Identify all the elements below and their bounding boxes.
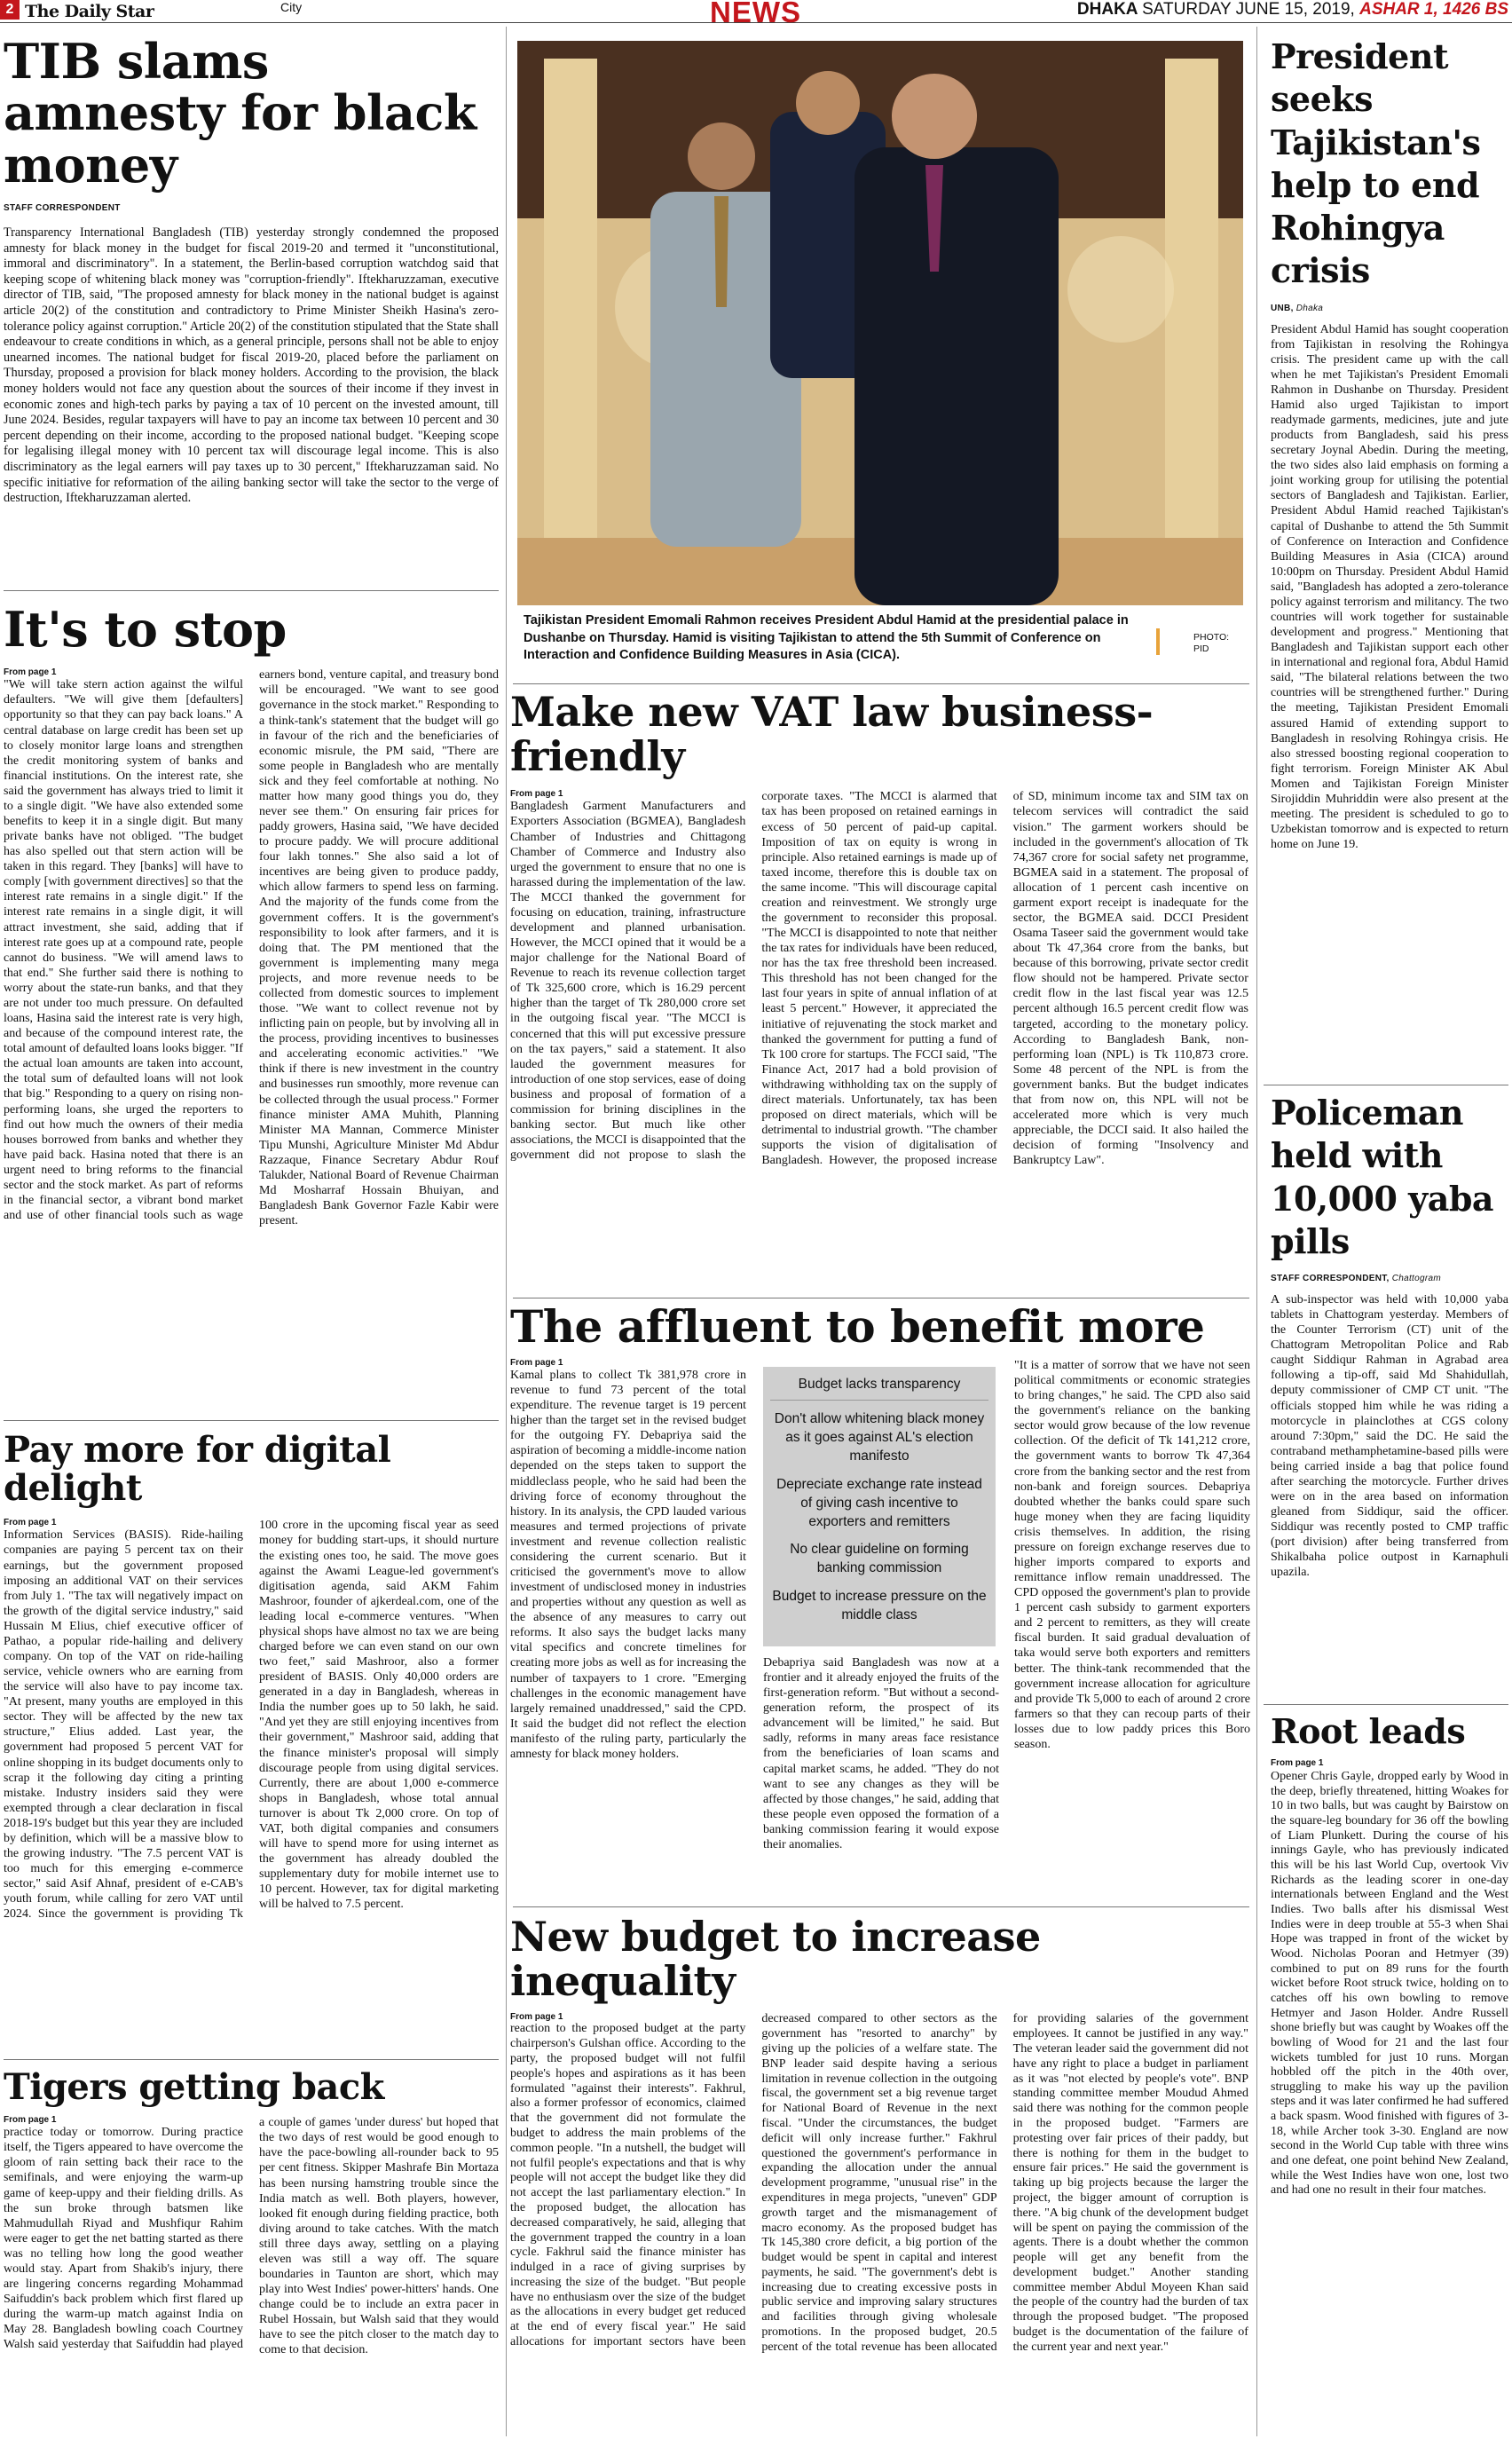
- dateline: [1077, 0, 1508, 20]
- article-text: Bangladesh Garment Manufacturers and Exporters Association (BGMEA), Bangladesh Chamber of Industries and Chittagong Chamber of Commerce and Industry also urged the government to ensure that no one is harassed during the implementation of the law. The MCCI thanked the government for focusing on education, training, infrastructure development and planned urbanisation. However, the MCCI opined that it would be a major challenge for the National Board of Revenue to reach its revenue collection target of Tk 325,600 crore, which is 16.29 percent higher than the target of Tk 280,000 crore set in the outgoing fiscal year. "The MCCI is concerned that this will put excessive pressure on the tax payers," said a statement. It also lauded the government measures for introduction of one stop services, ease of doing business and proposal of formation of a commission for brining disciplines in the banking sector. But much like other associations, the MCCI is disappointed that the government did not propose to slash the corporate taxes. "The MCCI is alarmed that tax has been proposed on retained earnings in excess of 50 percent of paid-up capital. Imposition of tax on equity is wrong in principle. Also retained earnings is made up of taxed income, therefore this is double tax on the same income. "This will discourage capital creation and reinvestment. We strongly urge the government to reconsider this proposal. "The MCCI is disappointed to note that neither the tax rates for individuals have been reduced, nor has the tax free threshold been increased. This threshold has not been changed for the last four years in spite of annual inflation of at least 5 percent." However, it appreciated the initiative of rejuvenating the stock market and thanked the government for putting a fund of Tk 100 crore for startups. The FCCI said, "The Finance Act, 2017 had a bold provision of withdrawing withholding tax on the supply of direct materials. Unfortunately, tax has been proposed on direct materials, which will be detrimental to industrial growth. "The chamber supports the vision of digitalisation of Bangladesh. However, the proposed increase of SD, minimum income tax and SIM tax on telecom services will contradict the said vision." The garment workers should be included in the government's allocation of Tk 74,367 crore for social safety net programme, BGMEA said in a statement. The proposal of allocation of 1 percent cash incentive on garment export receipt is inadequate for the sector, the BGMEA said. DCCI President Osama Taseer said the government would take about Tk 47,364 crore from the banks, but because of this borrowing, private sector credit flow should not be hampered. Private sector credit flow in the last fiscal year was 12.5 percent although 16.5 percent credit flow was targeted, according to the monetary policy. According to Bangladesh Bank, non-performing loan (NPL) is Tk 110,873 crore. Some 48 percent of the NPL is from the government banks. But the budget indicates that from now on, this NPL will not be accelerated more which is very much appreciable, the DCCI said. It also hailed the decision of forming "Insolvency and Bankruptcy Law".: [510, 790, 1248, 1168]
- byline: UNB, Dhaka: [1271, 303, 1324, 313]
- page-number: 2: [0, 0, 20, 20]
- photo-credit: PHOTO: PID: [1193, 632, 1230, 654]
- headline: Pay more for digital delight: [4, 1429, 391, 1510]
- key-point: Depreciate exchange rate instead of giving cash incentive to exporters and remitters: [776, 1476, 982, 1529]
- article-root: [1271, 1713, 1508, 2198]
- bangla-date: ASHAR 1, 1426 BS: [1359, 0, 1508, 19]
- divider: [4, 1420, 499, 1421]
- headline: Root leads: [1271, 1711, 1466, 1751]
- article-text: practice today or tomorrow. During practice itself, the Tigers appeared to have overcome the gloom of rain setting back their race to the semifinals, and were enjoying the warm-up game of keep-uppy and their fielding drills. As the sun broke through batsmen like Mahmudullah Riyad and Mushfiqur Rahim were eager to get the net batting started as there was no telling how long the good weather would stay. Apart from Shakib's injury, there are lingering concerns regarding Mohammad Saifuddin's back problem which first flared up during the warm-up match against India on May 28. Bangladesh bowling coach Courtney Walsh said yesterday that Saifuddin had played a couple of games 'under duress' but hoped that the two days of rest would be good enough to have the pace-bowling all-rounder back to 95 per cent fitness. Skipper Mashrafe Bin Mortaza has been nursing hamstring trouble since the India match as well. Both players, however, looked fit enough during fielding practice, both diving around to take catches. With the match still three days away, settling on a playing eleven was still a way off. The square boundaries in Taunton are short, which may play into West Indies' power-hitters' hands. One change could be to include an extra pacer in Rubel Hossain, but Walsh said that they would have to see the pitch closer to the match day to come to that decision.: [4, 2116, 499, 2357]
- article-rohingya: [1271, 36, 1508, 852]
- headline: President seeks Tajikistan's help to end Rohingya crisis: [1271, 36, 1481, 291]
- dateline-city: DHAKA: [1076, 0, 1138, 19]
- article-text: "We will take stern action against the wilful defaulters. "We will give them [defaulters] opportunity so that they can pay back loans." A central database on large credit has been set up to closely monitor large loans and strengthen the credit monitoring system of banks and financial institutions. On the interest rate, she said the government has always tried to limit it to a single digit. "We have also extended some benefits to keep it in a single digit. But many private banks have not obliged. "The budget has also spelled out that stern action will be taken in this regard. They [banks] will have to comply [with government directives] so that the interest rate remains in a single digit." If the interest rate remains in a single digit, it will attract investment, she said, adding that if interest rate goes up at a compound rate, people cannot do business. "We will amend laws to that end." She further said there is nothing to worry about the state-run banks, and that they are not under too much pressure. On defaulted loans, Hasina said the interest rate is very high, and because of the compound interest rate, the total amount of defaulted loans looks bigger. "If the actual loan amounts are taken into account, the total sum of defaulted loans will not look that big." Responding to a query on rising non-performing loans, she urged the reporters to find out how much the owners of their media houses borrowed from banks and whether they have paid back. Hasina noted that there is an urgent need to bring reforms to the financial sector and the stock market. As part of reforms in the financial sector, a vibrant bond market and use of other financial tools such as wage earners bond, venture capital, and treasury bond will be encouraged. "We want to see good governance in the stock market." Responding to a think-tank's statement that the budget will go in favour of the rich and the beneficiaries of economic misrule, the PM said, "There are some people in Bangladesh who are mentally sick and they feel comfortable at nothing. No matter how many good things you do, they never see them." On ensuring fair prices for paddy growers, Hasina said, "We have decided to procure paddy. We will procure additional four lakh tonnes." She also said a lot of incentives are being given to produce paddy, which allow farmers to spend less on farming. And the majority of the funds come from the government coffers. It is the government's responsibility to look after farmers, and it is doing that. The PM mentioned that the government is implementing many mega projects, and more revenue needs to be collected from domestic sources to implement those. "We want to collect revenue not by inflicting pain on people, but by involving all in the process, providing incentives to businesses and accelerating economic activities." "We think if there is new investment in the country and businesses run smoothly, more revenue can be collected through the usual process." Former finance minister AMA Muhith, Planning Minister MA Mannan, Commerce Minister Tipu Munshi, Agriculture Minister Md Abdur Razzaque, Finance Secretary Abdur Rouf Talukder, National Board of Revenue Chairman Md Mosharraf Hossain Bhuiyan, and Bangladesh Bank Governor Fazle Kabir were present.: [4, 668, 499, 1228]
- article-body: [510, 2012, 1248, 2439]
- key-points-box: [763, 1367, 996, 1646]
- article-text: Information Services (BASIS). Ride-hailing companies are paying 5 percent tax on their earnings, but the government proposed imposing an additional VAT on their services from July 1. "The tax will negatively impact on the growth of the digital service industry," said Hussain M Elius, chief executive officer of Pathao, a popular ride-hailing and delivery company. On top of the VAT on ride-hailing service, vehicle owners who are earning from the service will also have to pay income tax. "At present, many youths are employed in this sector. They will be affected by the new tax structure," Elius added. Last year, the government had proposed 5 percent VAT for online shopping in its budget documents only to scrap it the following day citing a printing mistake. Industry insiders said they were exempted through a clear declaration in fiscal 2018-19's budget but this year they are included by definition, which will be a massive blow to the growing industry. "The 7.5 percent VAT is too much for this emerging e-commerce sector," said Asif Ahnaf, president of e-CAB's youth forum, while calling for zero VAT until 2024. Since the government is providing Tk 100 crore in the upcoming fiscal year as seed money for budding start-ups, it should nurture the existing ones too, he said. The move goes against the Awami League-led government's digitisation agenda, said AKM Fahim Mashroor, founder of ajkerdeal.com, one of the leading local e-commerce ventures. "When physical shops have almost no tax we are being charged before we can even stand on our own two feet," said Mashroor, also a former president of BASIS. Only 40,000 orders are generated in a day in Bangladesh, whereas in India the number goes up to 50 lakh, he said. "And yet they are still enjoying incentives from their government," Mashroor said, adding that the finance minister's proposal will simply discourage people from using digital services. Currently, there are about 1,000 e-commerce shops in Bangladesh, whose total annual turnover is about Tk 2,000 crore. On top of VAT, both digital companies and consumers will have to spend more for using internet as the government has already doubled the supplementary duty for mobile internet use to 10 percent. However, tax for digital marketing will be halved to 7.5 percent.: [4, 1519, 499, 1922]
- headline: TIB slams amnesty for black money: [4, 33, 476, 193]
- article-stop: [4, 601, 499, 1413]
- divider: [513, 1906, 1249, 1907]
- jump-label: From page 1: [510, 2012, 563, 2023]
- photo-illustration: [517, 41, 1243, 605]
- article-body: [4, 667, 499, 1413]
- headline: It's to stop: [4, 601, 287, 658]
- jump-label: From page 1: [510, 789, 563, 800]
- news-label: NEWS: [710, 0, 801, 28]
- newspaper-logo: The Daily Star: [25, 2, 154, 21]
- divider: [1264, 1704, 1508, 1705]
- headline: The affluent to benefit more: [510, 1300, 1205, 1353]
- headline: Make new VAT law business-friendly: [510, 688, 1154, 780]
- news-photo: [517, 41, 1243, 605]
- dateline-date: SATURDAY JUNE 15, 2019,: [1142, 0, 1355, 19]
- affluent-col-3: "It is a matter of sorrow that we have not seen political commitments or economic strategies to bring changes," he said. The CPD also said the government's reliance on the banking sector would grow because of the low revenue collection. Of the deficit of Tk 141,212 crore, the government wants to borrow Tk 47,364 crore from the banking sector and the rest from non-bank and foreign sources. Debapriya doubted whether the banks could spare such huge money when they are facing liquidity crisis themselves. In addition, the rising pressure on foreign exchange reserves due to higher imports compared to exports and remittance inflow remain unaddressed. The CPD opposed the government's plan to provide 1 percent cash subsidy to garment exporters and 2 percent to remitters, as they will create fiscal burden. It said gradual devaluation of taka would serve both exporters and remitters better. The think-tank recommended that the government increase allocation for agriculture and provide Tk 5,000 to each of around 2 crore farmers so that they can recoup parts of their losses due to low paddy prices this Boro season.: [1014, 1359, 1250, 1751]
- column-rule: [1256, 27, 1257, 2436]
- article-body: [510, 789, 1248, 1317]
- divider: [513, 683, 1249, 684]
- article-text: reaction to the proposed budget at the party chairperson's Gulshan office. According to the party, the proposed budget will not fulfil people's hopes and aspirations as it has been formulated "against their interests". Fakhrul, also a former professor of economics, claimed that the government did not formulate the budget to address the main problems of the common people. "In a nutshell, the budget will not fulfil people's expectations and that is why people will not accept the budget like they did not accept the last parliamentary election." In the proposed budget, the allocation has decreased comparatively, he said, alleging that the government trapped the country in a loan cycle. Fakhrul said the finance minister has indulged in a race of giving surprises by increasing the size of the budget. "But people have no enthusiasm over the size of the budget as the allocations in every budget get reduced at the end of every fiscal year." He said allocations for important sectors have been decreased compared to other sectors as the government has "resorted to anarchy" by giving up the policies of a welfare state. The BNP leader said despite having a serious limitation in revenue collection in the outgoing fiscal, the government set a big revenue target for National Board of Revenue in the next fiscal. "Under the circumstances, the budget deficit will only increase further." Fakhrul questioned the government's performance in expanding the allocation under the annual development programme, "unusual rise" in the expenditures in mega projects, "uneven" GDP growth target and the mismanagement of macro economy. As the proposed budget has Tk 145,380 crore deficit, a big portion of the budget would be spent in capital and interest payments, he said. "The government's debt is increasing due to creating excessive posts in public service and improving salary structures and facilities through giving wholesale promotions. In the proposed budget, 20.5 percent of the total revenue has been allocated for providing salaries of the government employees. It cannot be justified in any way." The veteran leader said the government did not have any right to place a budget in parliament as it was "not elected by people's vote". BNP standing committee member Moudud Ahmed said there was nothing for the common people in the proposed budget. "Farmers are protesting over fair prices of their paddy, but there is nothing for them in the budget to ensure fair prices." He said the government is taking up big projects because the larger the project, the bigger amount of corruption is there. "A big chunk of the development budget will be spent on paying the commission of the agents. There is a doubt whether the common people will get any benefit from the development budget." Another standing committee member Abdul Moyeen Khan said the people of the country had the burden of tax through the proposed budget. "The proposed budget is the documentation of the failure of the current year and next year.": [510, 2012, 1248, 2354]
- photo-caption: Tajikistan President Emomali Rahmon receives President Abdul Hamid at the presidential palace in Dushanbe on Thursday. Hamid is visiting Tajikistan to attend the 5th Summit of Conference on Interaction and Confidence Building Measures in Asia (CICA).: [524, 613, 1129, 663]
- jump-label: From page 1: [4, 667, 57, 678]
- section-label: City: [280, 0, 303, 14]
- article-body: A sub-inspector was held with 10,000 yaba tablets in Chattogram yesterday. Members of the Counter Terrorism (CT) unit of the Chattogram Metropolitan Police and Rab caught Siddiqur Rahman in Agrabad area following a tip-off, said Md Shahidullah, deputy commissioner of CMP CT unit. "The officials stopped him while he was riding a motorcycle in plainclothes at CGS colony around 7:30pm," said the DC. He said the contraband methamphetamine-based pills were being carried inside a bag that police found after searching the motorcycle. Further drives were on in the area based on information gleaned from Siddiqur, said the officer. Siddiqur was recently posted to CMP traffic (port division) after being transferred from Shikalbaha police outpost in Karnaphuli upazila.: [1271, 1293, 1508, 1580]
- jump-label: From page 1: [4, 2115, 57, 2126]
- article-body: President Abdul Hamid has sought cooperation from Tajikistan in resolving the Rohingya crisis. The president came up with the call when he met Tajikistan's President Emomali Rahmon in Dushanbe on Thursday. President Hamid also urged Tajikistan to import readymade garments, medicines, jute and jute products from Bangladesh, said his press secretary Joynal Abedin. During the meeting, the two sides also laid emphasis on forming a joint working group for utilising the potential sectors of Bangladesh and Tajikistan. Earlier, President Abdul Hamid reached Tajikistan's capital of Dushanbe to attend the 5th Summit of Conference on Interaction and Confidence Building Measures in Asia (CICA) around 10:00pm on Thursday. President Abdul Hamid said, "Bangladesh has adopted a zero-tolerance policy against terrorism and militancy. The two countries will work together for sustainable development and progress." Mentioning that Bangladesh and Tajikistan support each other in international and regional fora, Abdul Hamid said, "The bilateral relations between the two countries will be strengthened further." During the meeting, Tajikistan President Emomali assured Hamid of extending support to Bangladesh in resolving Rohingya crisis. He also stressed boosting regional cooperation to fight terrorism. Foreign Minister AK Abul Momen and Tajikistan Foreign Minister Sirojiddin Muhriddin were also present at the meeting. The president is scheduled to go to Uzbekistan tomorrow and is expected to return home on June 19.: [1271, 322, 1508, 852]
- caption-accent: [1156, 628, 1160, 655]
- divider: [4, 2059, 499, 2060]
- article-body: Transparency International Bangladesh (TIB) yesterday strongly condemned the proposed amnesty for black money in the budget for fiscal 2019-20 and termed it "unconstitutional, immoral and discriminatory". In a statement, the Berlin-based corruption watchdog said that keeping scope of whitening black money was "corruption-friendly". Iftekharuzzaman, executive director of TIB, said, "The proposed amnesty for black money in the national budget is against article 20(2) of the constitution and contradictory to Prime Minister Sheikh Hasina's zero-tolerance policy against corruption." Article 20(2) of the constitution stipulated that the State shall endeavour to create conditions in which, as a general principle, persons shall not be able to enjoy unearned incomes. The national budget for fiscal 2019-20, placed before the parliament on Thursday, proposed a provision for black money holders. According to the provision, the black money holders would not face any question about the sources of their income if they invest in economic zones and high-tech parks by paying a tax of 10 percent on the invested amount, till June 2024. Besides, regular taxpayers will have to pay an income tax between 10 percent and 30 percent depending on their income, according to the proposed national budget. "Keeping scope for legalising illegal money with 10 percent tax will discourage legal income. This is also discriminatory as the legal earners will pay taxes up to 30 percent," Iftekharuzzaman said. No specific initiative for reformation of the ailing banking sector will take the sector to the verge of destruction, Iftekharuzzaman alerted.: [4, 225, 499, 506]
- key-point: Don't allow whitening black money as it goes against AL's election manifesto: [774, 1410, 985, 1464]
- jump-label: From page 1: [4, 1518, 57, 1528]
- column-rule: [506, 27, 507, 2436]
- article-digital: [4, 1431, 499, 2068]
- headline: New budget to increase inequality: [510, 1913, 1041, 2005]
- article-tib: [4, 33, 499, 507]
- key-point: Budget lacks transparency: [770, 1376, 988, 1401]
- jump-label: From page 1: [1271, 1758, 1324, 1769]
- article-vat: [510, 688, 1248, 1317]
- article-body: [4, 1518, 499, 2068]
- affluent-col-1: [510, 1358, 746, 1762]
- affluent-col-2: Debapriya said Bangladesh was now at a frontier and it already enjoyed the fruits of the first-generation reform. "But without a second-generation reform, the prospect of its advancement will be limited," he said. But sadly, reforms in many areas face resistance from the beneficiaries of loan scams and capital market scams, he added. "They do not want to see any changes as they will be affected by those changes," he said, adding that these people even opposed the formation of a banking commission fearing it would expose their anomalies.: [763, 1656, 999, 1851]
- photo-caption-wrap: [524, 612, 1145, 665]
- article-inequality: [510, 1915, 1248, 2439]
- article-body: [4, 2115, 499, 2421]
- article-affluent: [510, 1300, 1248, 1353]
- headline: Tigers getting back: [4, 2066, 384, 2108]
- article-yaba: [1271, 1092, 1508, 1580]
- headline: Policeman held with 10,000 yaba pills: [1271, 1093, 1494, 1261]
- jump-label: From page 1: [510, 1358, 563, 1368]
- article-text: Kamal plans to collect Tk 381,978 crore in revenue to fund 73 percent of the total expenditure. The revenue target is 19 percent higher than the target set in the revised budget for the outgoing FY. Debapriya said the aspiration of becoming a middle-income nation depended on the steps taken to support the middleclass people, who he said had been the driving force of economy throughout the history. In its analysis, the CPD lauded various measures and termed projections of private investment and revenue collection realistic considering the current scenario. But it criticised the government's move to allow investment of undisclosed money in industries and properties without any question as well as the absence of any measures to carry out reforms. It also says the budget lacks many vital specifics and concrete timelines for creating more jobs as well as for increasing the number of taxpayers to 1 crore. "Emerging challenges in the economic management have largely remained unaddressed," said the CPD. It said the budget did not reflect the election manifesto of the ruling party, particularly the amnesty for black money holders.: [510, 1369, 746, 1761]
- byline: STAFF CORRESPONDENT: [4, 202, 121, 213]
- byline: STAFF CORRESPONDENT, Chattogram: [1271, 1274, 1441, 1283]
- article-body: Opener Chris Gayle, dropped early by Wood in the deep, briefly threatened, hitting Woakes for 10 in two balls, but was caught by Bairstow on the square-leg boundary for 36 off the bowling of Liam Plunkett. During the course of his innings Gayle, who has previously indicated this will be his last World Cup, overtook Viv Richards as the leading scorer in one-day internationals between England and the West Indies. Two balls after his dismissal West Indies were in deep trouble at 55-3 when Shai Hope was trapped in front of the wicket by Wood. Nicholas Pooran and Hetmyer (39) combined to put on 89 runs for the fourth wicket before Root struck twice, holding on to catches off his own bowling to remove Hetmyer and Jason Holder. Andre Russell shone briefly but was caught by Woakes off the bowling of Wood for 21 and the last four wickets tumbled for just 10 runs. Morgan hobbled off the pitch in the 40th over, struggling to make his way up the pavilion steps and it was later confirmed he had suffered a back spasm. Wood finished with figures of 3-18, while Archer took 3-30. England are now second in the World Cup table with three wins and one defeat, one point behind New Zealand, while the West Indies have won one, lost two and had one no result in their four matches.: [1271, 1770, 1508, 2198]
- article-tigers: [4, 2068, 499, 2421]
- key-point: No clear guideline on forming banking commission: [790, 1542, 969, 1576]
- divider: [4, 590, 499, 591]
- key-point: Budget to increase pressure on the middle class: [772, 1589, 987, 1623]
- masthead: [0, 0, 1512, 28]
